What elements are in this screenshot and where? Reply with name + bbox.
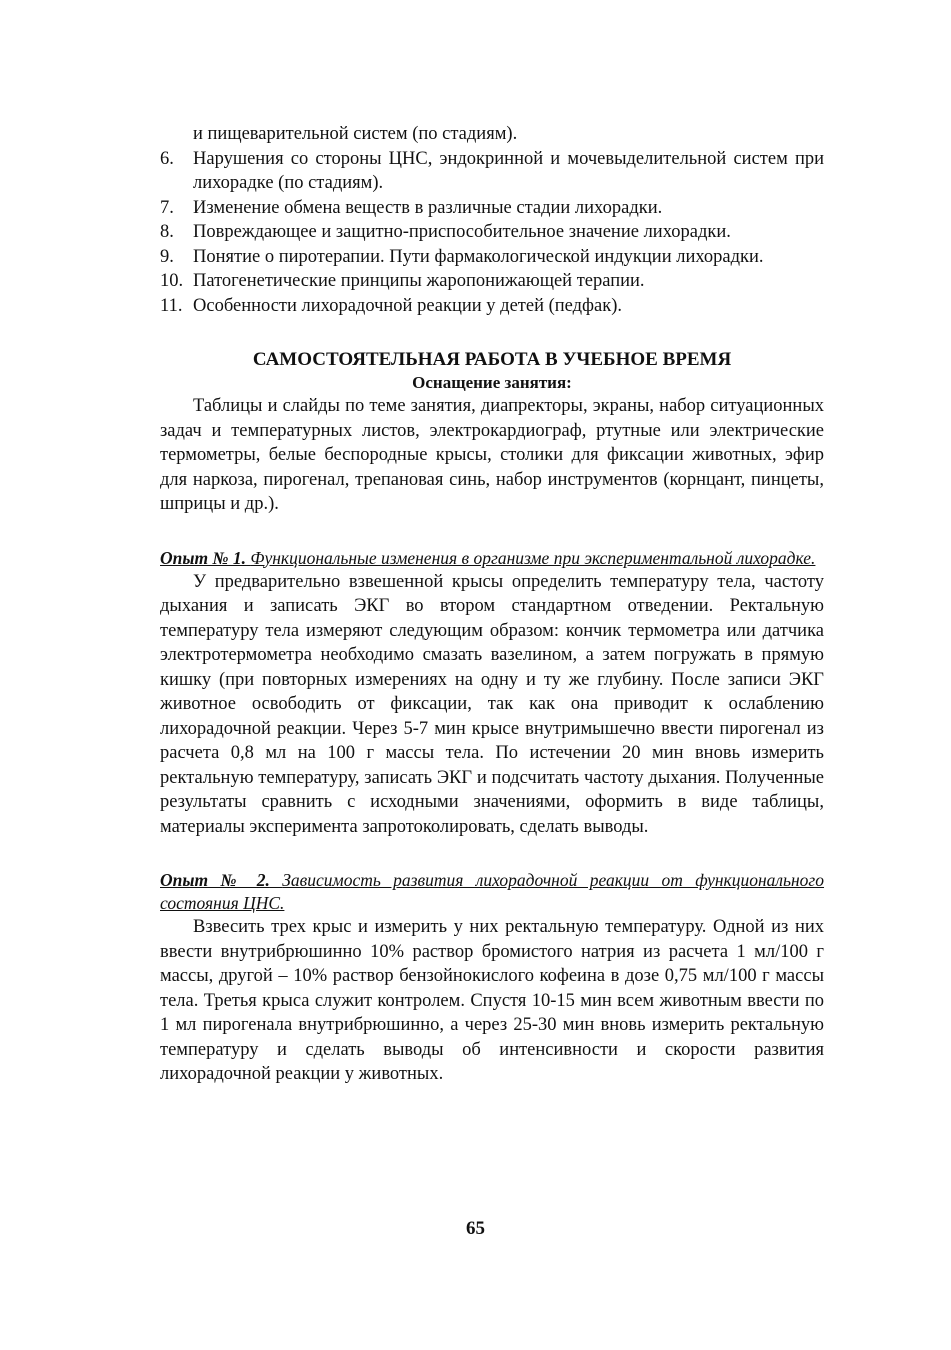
list-item — [160, 147, 824, 196]
experiment-2-heading — [160, 869, 824, 915]
equipment-paragraph: Таблицы и слайды по теме занятия, диапректоры, экраны, набор ситуационных задач и температурных листов, электрокардиограф, ртутные или электрические термометры, белые беспородные крысы, столики для фиксации животных, эфир для наркоза, пирогенал, трепановая синь, набор инструментов (корнцант, пинцеты, шприцы и др.). — [160, 396, 824, 514]
list-item — [160, 220, 824, 245]
list-item — [160, 269, 824, 294]
list-continuation: и пищеварительной систем (по стадиям). — [193, 124, 518, 144]
list-item-number: 9. — [160, 246, 174, 267]
list-item-text: Особенности лихорадочной реакции у детей (педфак). — [193, 295, 623, 316]
experiment-1-heading — [160, 547, 824, 570]
experiment-2-title: Зависимость развития лихорадочной реакции от функционального состояния ЦНС. — [160, 870, 825, 913]
list-item-text: Изменение обмена веществ в различные стадии лихорадки. — [193, 197, 663, 218]
document-page — [160, 122, 824, 1087]
list-item — [160, 294, 824, 319]
experiment-1-title: Функциональные изменения в организме при экспериментальной лихорадке. — [250, 547, 816, 568]
list-item — [160, 196, 824, 221]
experiment-1-label: Опыт № 1. — [160, 547, 247, 568]
list-item-text: Нарушения со стороны ЦНС, эндокринной и мочевыделительной систем при лихорадке (по стадиям). — [193, 148, 824, 193]
list-item-number: 8. — [160, 222, 174, 242]
list-item-text: Понятие о пиротерапии. Пути фармакологической индукции лихорадки. — [193, 246, 764, 267]
list-item — [160, 245, 824, 270]
page-number: 65 — [466, 1218, 485, 1239]
list-item-number: 10. — [160, 271, 184, 291]
section-title: САМОСТОЯТЕЛЬНАЯ РАБОТА В УЧЕБНОЕ ВРЕМЯ — [252, 349, 732, 370]
section-subtitle: Оснащение занятия: — [412, 373, 572, 392]
experiment-2-body: Взвесить трех крыс и измерить у них ректальную температуру. Одной из них ввести внутрибрюшинно 10% раствор бромистого натрия из расчета 1 мл/100 г массы, другой – 10% раствор бензойнокислого кофеина в дозе 0,75 мл/100 г массы тела. Третья крыса служит контролем. Спустя 10-15 мин всем животным ввести по 1 мл пирогенала внутрибрюшинно, а через 25-30 мин вновь измерить ректальную температуру и сделать выводы об интенсивности и скорости развития лихорадочной реакции у животных. — [160, 917, 824, 1084]
list-item-number: 7. — [160, 197, 174, 218]
experiment-2-label: Опыт № 2. — [160, 870, 270, 890]
list-item-number: 6. — [160, 148, 174, 169]
list-item-number: 11. — [160, 295, 183, 316]
experiment-1-body: У предварительно взвешенной крысы определить температуру тела, частоту дыхания и записать ЭКГ во втором стандартном отведении. Ректальную температуру тела измеряют следующим образом: кончик термометра или датчика электротермометра необходимо смазать вазелином, а затем погружать в прямую кишку (при повторных измерениях на одну и ту же глубину. После записи ЭКГ животное освободить от фиксации, так как она приводит к ослаблению лихорадочной реакции. Через 5-7 мин крысе внутримышечно ввести пирогенал из расчета 0,8 мл на 100 г массы тела. По истечении 20 мин вновь измерить ректальную температуру, записать ЭКГ и подсчитать частоту дыхания. Полученные результаты сравнить с исходными значениями, оформить в виде таблицы, материалы эксперимента запротоколировать, сделать выводы. — [160, 571, 824, 837]
list-item-text: Патогенетические принципы жаропонижающей терапии. — [193, 271, 645, 291]
list-item-text: Повреждающее и защитно-приспособительное значение лихорадки. — [193, 222, 731, 242]
question-list — [160, 147, 824, 319]
